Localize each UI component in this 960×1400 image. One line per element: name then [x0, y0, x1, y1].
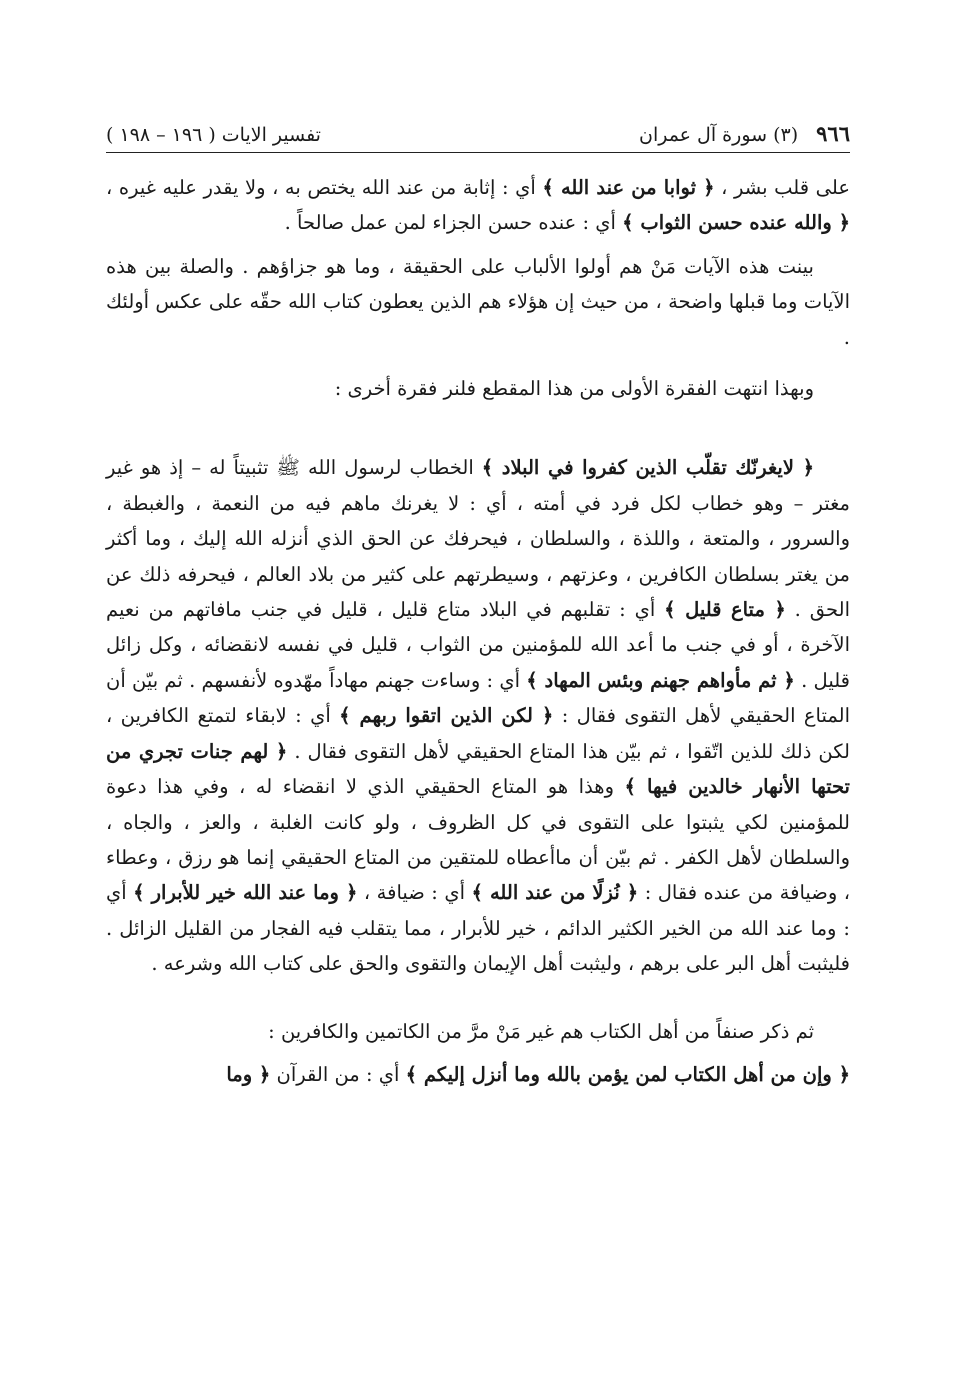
quran-verse: ﴿ وما عند الله خير للأبرار ﴾: [133, 881, 358, 905]
quran-verse: ﴿ وإن من أهل الكتاب لمن يؤمن بالله وما أنزل إليكم ﴾: [405, 1062, 850, 1086]
quran-verse: ﴿ والله عنده حسن الثواب ﴾: [622, 211, 850, 235]
quran-verse: ﴿ ثوابا من عند الله ﴾: [542, 176, 715, 199]
commentary-text: ثم ذكر صنفاً من أهل الكتاب هم غير مَنْ مرَّ من الكاتمين والكافرين :: [268, 1019, 814, 1043]
commentary-text: وهذا هو المتاع الحقيقي الذي لا انقضاء له ، وفي هذا دعوة للمؤمنين لكي يثبتوا على التقوى في كل الظروف ، ولو كانت الغلبة ، والعز ، والجاه ، والسلطان لأهل الكفر . ثم بيّن أن ماأعطاه للمتقين من المتاع الحقيقي إنما هو رزق ، وعطاء ، وضيافة من عنده فقال :: [106, 775, 851, 905]
page-number: ٩٦٦: [816, 121, 850, 146]
quran-verse: ﴿ لايغرنّك تقلّب الذين كفروا في البلاد ﴾: [481, 456, 815, 480]
quran-verse: ﴿ ثم مأواهم جهنم وبئس المهاد ﴾: [526, 668, 795, 692]
commentary-text: أي : لابقاء لتمتع الكافرين ، لكن ذلك للذين اتّقوا ، ثم بيّن هذا المتاع الحقيقي لأهل التقوى فقال .: [106, 704, 850, 763]
paragraph-5: [106, 1014, 850, 1049]
paragraph-3: [106, 371, 850, 406]
commentary-text: أي : تقلبهم في البلاد متاع قليل ، قليل في جنب مافاتهم من نعيم الآخرة ، أو في جنب ما أعد الله للمؤمنين من الثواب ، قليل في نفسه لانقضائه ، وكل زائل قليل .: [106, 598, 850, 692]
quran-verse: ﴿ نُزلًا من عند الله ﴾: [471, 881, 639, 905]
commentary-text: أي : إثابة من عند الله يختص به ، ولا يقدر عليه غيره ،: [106, 176, 543, 199]
quran-verse: ﴿ متاع قليل ﴾: [664, 598, 786, 622]
quran-verse: ﴿ وما: [226, 1062, 271, 1086]
paragraph-6: [106, 1057, 850, 1092]
commentary-text: أي : وما عند الله من الخير الكثير الدائم ، خير للأبرار ، مما يتقلب فيه الفجار من القليل الزائل . فليثبت أهل البر على برهم ، وليثبت أهل الإيمان والتقوى والحق على كتاب الله وشرعه .: [106, 881, 850, 976]
commentary-text: بينت هذه الآيات مَنْ هم أولوا الألباب على الحقيقة ، وما هو جزاؤهم . والصلة بين هذه الآيات وما قبلها واضحة ، من حيث إن هؤلاء هم الذين يعطون كتاب الله حقّه على عكس أولئك .: [106, 254, 850, 349]
commentary-text: أي : من القرآن: [270, 1062, 406, 1086]
commentary-text: على قلب بشر ،: [714, 176, 850, 199]
quran-verse: ﴿ لكن الذين اتقوا ربهم ﴾: [339, 704, 554, 728]
header-right: [639, 121, 850, 146]
section-title: تفسير الايات ( ١٩٦ – ١٩٨ ): [106, 124, 321, 146]
commentary-text: أي : وساءت جهنم مهاداً مهّدوه لأنفسهم . ثم بيّن أن المتاع الحقيقي لأهل التقوى فقال :: [106, 668, 850, 728]
page-body: [106, 170, 850, 1092]
commentary-text: وبهذا انتهت الفقرة الأولى من هذا المقطع فلنر فقرة أخرى :: [334, 377, 814, 401]
quran-verse: ﴿ لهم جنات تجري من تحتها الأنهار خالدين فيها ﴾: [106, 739, 850, 799]
surah-title: (٣) سورة آل عمران: [638, 124, 799, 146]
paragraph-1: [106, 170, 850, 241]
running-header: [106, 110, 850, 153]
commentary-text: أي : عنده حسن الجزاء لمن عمل صالحاً .: [284, 211, 623, 235]
commentary-text: الخطاب لرسول الله ﷺ تثبيتاً له – إذ هو غير مغتر – وهو خطاب لكل فرد في أمته ، أي : لا يغرنك ماهم فيه من النعمة ، والغبطة ، والسرور ، والمتعة ، واللذة ، والسلطان ، فيحرفك عن الحق الذي أنزله الله إليك ، وما أكثر من يغتر بسلطان الكافرين ، وعزتهم ، وسيطرتهم على كثير من بلاد العالم ، فيحرفه ذلك عن الحق .: [106, 456, 850, 622]
commentary-text: أي : ضيافة ،: [357, 881, 472, 905]
paragraph-2: [106, 249, 850, 355]
paragraph-4: [106, 450, 850, 981]
